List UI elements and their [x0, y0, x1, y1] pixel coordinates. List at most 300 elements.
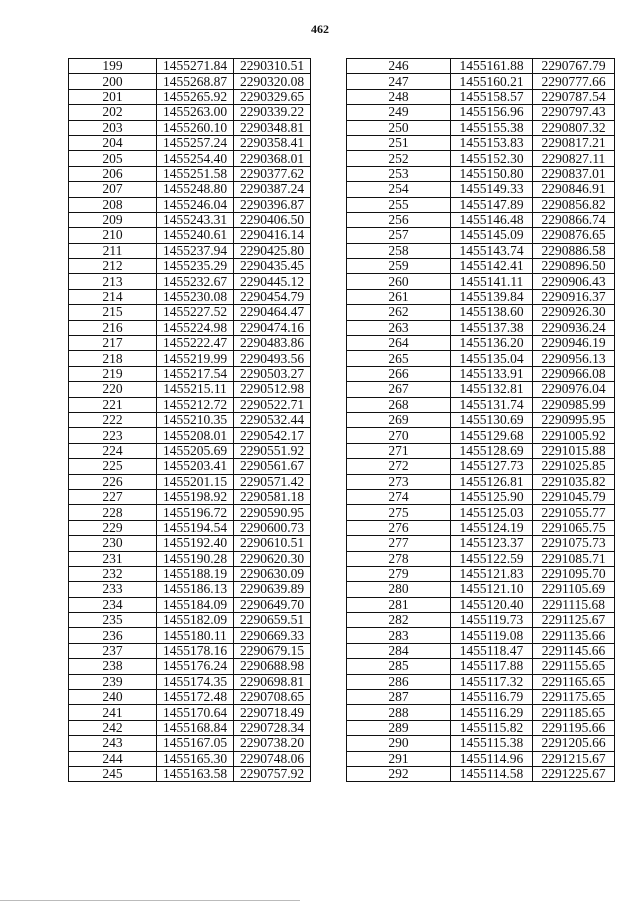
point-number-cell: 271 [347, 443, 451, 458]
point-number-cell: 248 [347, 89, 451, 104]
y-coordinate-cell: 2290817.21 [533, 135, 615, 150]
x-coordinate-cell: 1455222.47 [157, 336, 234, 351]
point-number-cell: 222 [69, 412, 157, 427]
table-row [347, 105, 615, 120]
y-coordinate-cell: 2291125.67 [533, 613, 615, 628]
table-row [69, 566, 311, 581]
x-coordinate-cell: 1455119.73 [451, 613, 533, 628]
point-number-cell: 257 [347, 228, 451, 243]
y-coordinate-cell: 2290542.17 [234, 428, 311, 443]
table-row [69, 120, 311, 135]
table-row [69, 720, 311, 735]
point-number-cell: 286 [347, 674, 451, 689]
point-number-cell: 279 [347, 566, 451, 581]
table-row [69, 643, 311, 658]
point-number-cell: 226 [69, 474, 157, 489]
table-row [69, 443, 311, 458]
table-row [347, 351, 615, 366]
point-number-cell: 291 [347, 751, 451, 766]
table-row [69, 536, 311, 551]
point-number-cell: 275 [347, 505, 451, 520]
point-number-cell: 240 [69, 690, 157, 705]
table-row [347, 305, 615, 320]
x-coordinate-cell: 1455190.28 [157, 551, 234, 566]
table-row [69, 674, 311, 689]
x-coordinate-cell: 1455176.24 [157, 659, 234, 674]
y-coordinate-cell: 2290757.92 [234, 766, 311, 781]
x-coordinate-cell: 1455153.83 [451, 135, 533, 150]
point-number-cell: 211 [69, 243, 157, 258]
point-number-cell: 278 [347, 551, 451, 566]
x-coordinate-cell: 1455251.58 [157, 166, 234, 181]
y-coordinate-cell: 2290916.37 [533, 289, 615, 304]
y-coordinate-cell: 2291055.77 [533, 505, 615, 520]
x-coordinate-cell: 1455126.81 [451, 474, 533, 489]
x-coordinate-cell: 1455163.58 [157, 766, 234, 781]
table-row [69, 89, 311, 104]
y-coordinate-cell: 2290966.08 [533, 366, 615, 381]
x-coordinate-cell: 1455121.83 [451, 566, 533, 581]
point-number-cell: 281 [347, 597, 451, 612]
point-number-cell: 252 [347, 151, 451, 166]
x-coordinate-cell: 1455260.10 [157, 120, 234, 135]
y-coordinate-cell: 2290310.51 [234, 59, 311, 74]
y-coordinate-cell: 2290320.08 [234, 74, 311, 89]
table-row [69, 274, 311, 289]
table-row [69, 151, 311, 166]
table-row [69, 520, 311, 535]
y-coordinate-cell: 2291225.67 [533, 766, 615, 781]
y-coordinate-cell: 2290532.44 [234, 412, 311, 427]
y-coordinate-cell: 2290620.30 [234, 551, 311, 566]
point-number-cell: 262 [347, 305, 451, 320]
y-coordinate-cell: 2290551.92 [234, 443, 311, 458]
table-row [69, 489, 311, 504]
table-row [69, 74, 311, 89]
table-row [69, 690, 311, 705]
y-coordinate-cell: 2290571.42 [234, 474, 311, 489]
x-coordinate-cell: 1455201.15 [157, 474, 234, 489]
point-number-cell: 238 [69, 659, 157, 674]
table-row [69, 474, 311, 489]
table-row [347, 674, 615, 689]
table-row [347, 459, 615, 474]
table-row [347, 643, 615, 658]
y-coordinate-cell: 2290639.89 [234, 582, 311, 597]
x-coordinate-cell: 1455158.57 [451, 89, 533, 104]
point-number-cell: 205 [69, 151, 157, 166]
y-coordinate-cell: 2290936.24 [533, 320, 615, 335]
point-number-cell: 289 [347, 720, 451, 735]
x-coordinate-cell: 1455178.16 [157, 643, 234, 658]
point-number-cell: 213 [69, 274, 157, 289]
x-coordinate-cell: 1455123.37 [451, 536, 533, 551]
table-row [347, 135, 615, 150]
x-coordinate-cell: 1455180.11 [157, 628, 234, 643]
point-number-cell: 254 [347, 182, 451, 197]
point-number-cell: 219 [69, 366, 157, 381]
point-number-cell: 223 [69, 428, 157, 443]
point-number-cell: 218 [69, 351, 157, 366]
x-coordinate-cell: 1455246.04 [157, 197, 234, 212]
x-coordinate-cell: 1455115.82 [451, 720, 533, 735]
y-coordinate-cell: 2291085.71 [533, 551, 615, 566]
table-row [69, 228, 311, 243]
point-number-cell: 260 [347, 274, 451, 289]
point-number-cell: 273 [347, 474, 451, 489]
footer-rule [0, 900, 300, 901]
table-row [69, 336, 311, 351]
x-coordinate-cell: 1455174.35 [157, 674, 234, 689]
x-coordinate-cell: 1455145.09 [451, 228, 533, 243]
table-row [347, 274, 615, 289]
table-row [347, 766, 615, 781]
y-coordinate-cell: 2290985.99 [533, 397, 615, 412]
y-coordinate-cell: 2290976.04 [533, 382, 615, 397]
point-number-cell: 256 [347, 212, 451, 227]
y-coordinate-cell: 2291135.66 [533, 628, 615, 643]
point-number-cell: 244 [69, 751, 157, 766]
x-coordinate-cell: 1455232.67 [157, 274, 234, 289]
point-number-cell: 208 [69, 197, 157, 212]
x-coordinate-cell: 1455139.84 [451, 289, 533, 304]
x-coordinate-cell: 1455230.08 [157, 289, 234, 304]
x-coordinate-cell: 1455122.59 [451, 551, 533, 566]
x-coordinate-cell: 1455149.33 [451, 182, 533, 197]
x-coordinate-cell: 1455155.38 [451, 120, 533, 135]
point-number-cell: 270 [347, 428, 451, 443]
y-coordinate-cell: 2291025.85 [533, 459, 615, 474]
table-row [347, 566, 615, 581]
y-coordinate-cell: 2290837.01 [533, 166, 615, 181]
table-row [347, 259, 615, 274]
point-number-cell: 235 [69, 613, 157, 628]
x-coordinate-cell: 1455146.48 [451, 212, 533, 227]
y-coordinate-cell: 2290846.91 [533, 182, 615, 197]
y-coordinate-cell: 2290956.13 [533, 351, 615, 366]
x-coordinate-cell: 1455198.92 [157, 489, 234, 504]
point-number-cell: 287 [347, 690, 451, 705]
x-coordinate-cell: 1455161.88 [451, 59, 533, 74]
point-number-cell: 212 [69, 259, 157, 274]
point-number-cell: 206 [69, 166, 157, 181]
point-number-cell: 250 [347, 120, 451, 135]
x-coordinate-cell: 1455208.01 [157, 428, 234, 443]
x-coordinate-cell: 1455172.48 [157, 690, 234, 705]
y-coordinate-cell: 2290610.51 [234, 536, 311, 551]
x-coordinate-cell: 1455125.90 [451, 489, 533, 504]
point-number-cell: 290 [347, 736, 451, 751]
y-coordinate-cell: 2290995.95 [533, 412, 615, 427]
table-row [69, 705, 311, 720]
point-number-cell: 217 [69, 336, 157, 351]
y-coordinate-cell: 2291155.65 [533, 659, 615, 674]
y-coordinate-cell: 2291065.75 [533, 520, 615, 535]
table-row [69, 766, 311, 781]
point-number-cell: 232 [69, 566, 157, 581]
y-coordinate-cell: 2290503.27 [234, 366, 311, 381]
y-coordinate-cell: 2290748.06 [234, 751, 311, 766]
table-row [69, 659, 311, 674]
coordinates-table-left [68, 58, 311, 782]
y-coordinate-cell: 2290866.74 [533, 212, 615, 227]
y-coordinate-cell: 2290777.66 [533, 74, 615, 89]
x-coordinate-cell: 1455124.19 [451, 520, 533, 535]
point-number-cell: 272 [347, 459, 451, 474]
x-coordinate-cell: 1455129.68 [451, 428, 533, 443]
point-number-cell: 274 [347, 489, 451, 504]
point-number-cell: 214 [69, 289, 157, 304]
y-coordinate-cell: 2290512.98 [234, 382, 311, 397]
y-coordinate-cell: 2290876.65 [533, 228, 615, 243]
x-coordinate-cell: 1455116.29 [451, 705, 533, 720]
x-coordinate-cell: 1455138.60 [451, 305, 533, 320]
table-row [347, 582, 615, 597]
y-coordinate-cell: 2290679.15 [234, 643, 311, 658]
y-coordinate-cell: 2290728.34 [234, 720, 311, 735]
point-number-cell: 239 [69, 674, 157, 689]
point-number-cell: 269 [347, 412, 451, 427]
x-coordinate-cell: 1455194.54 [157, 520, 234, 535]
point-number-cell: 276 [347, 520, 451, 535]
point-number-cell: 251 [347, 135, 451, 150]
y-coordinate-cell: 2291205.66 [533, 736, 615, 751]
y-coordinate-cell: 2291005.92 [533, 428, 615, 443]
y-coordinate-cell: 2290926.30 [533, 305, 615, 320]
x-coordinate-cell: 1455114.96 [451, 751, 533, 766]
y-coordinate-cell: 2290493.56 [234, 351, 311, 366]
point-number-cell: 202 [69, 105, 157, 120]
y-coordinate-cell: 2290896.50 [533, 259, 615, 274]
point-number-cell: 277 [347, 536, 451, 551]
y-coordinate-cell: 2291115.68 [533, 597, 615, 612]
y-coordinate-cell: 2290906.43 [533, 274, 615, 289]
x-coordinate-cell: 1455127.73 [451, 459, 533, 474]
x-coordinate-cell: 1455132.81 [451, 382, 533, 397]
y-coordinate-cell: 2290329.65 [234, 89, 311, 104]
point-number-cell: 258 [347, 243, 451, 258]
point-number-cell: 265 [347, 351, 451, 366]
x-coordinate-cell: 1455156.96 [451, 105, 533, 120]
x-coordinate-cell: 1455184.09 [157, 597, 234, 612]
table-row [69, 366, 311, 381]
x-coordinate-cell: 1455263.00 [157, 105, 234, 120]
y-coordinate-cell: 2291015.88 [533, 443, 615, 458]
table-row [347, 151, 615, 166]
table-row [347, 597, 615, 612]
x-coordinate-cell: 1455186.13 [157, 582, 234, 597]
point-number-cell: 243 [69, 736, 157, 751]
x-coordinate-cell: 1455265.92 [157, 89, 234, 104]
x-coordinate-cell: 1455142.41 [451, 259, 533, 274]
x-coordinate-cell: 1455227.52 [157, 305, 234, 320]
y-coordinate-cell: 2290590.95 [234, 505, 311, 520]
table-row [347, 212, 615, 227]
x-coordinate-cell: 1455115.38 [451, 736, 533, 751]
table-row [347, 505, 615, 520]
table-row [347, 690, 615, 705]
table-row [347, 397, 615, 412]
point-number-cell: 237 [69, 643, 157, 658]
x-coordinate-cell: 1455125.03 [451, 505, 533, 520]
point-number-cell: 201 [69, 89, 157, 104]
x-coordinate-cell: 1455205.69 [157, 443, 234, 458]
y-coordinate-cell: 2291165.65 [533, 674, 615, 689]
table-row [347, 551, 615, 566]
x-coordinate-cell: 1455121.10 [451, 582, 533, 597]
coordinates-table-right [346, 58, 615, 782]
point-number-cell: 266 [347, 366, 451, 381]
x-coordinate-cell: 1455147.89 [451, 197, 533, 212]
x-coordinate-cell: 1455168.84 [157, 720, 234, 735]
point-number-cell: 230 [69, 536, 157, 551]
x-coordinate-cell: 1455235.29 [157, 259, 234, 274]
table-row [347, 736, 615, 751]
table-row [69, 135, 311, 150]
x-coordinate-cell: 1455114.58 [451, 766, 533, 781]
y-coordinate-cell: 2290425.80 [234, 243, 311, 258]
point-number-cell: 207 [69, 182, 157, 197]
y-coordinate-cell: 2290377.62 [234, 166, 311, 181]
y-coordinate-cell: 2290368.01 [234, 151, 311, 166]
page-number: 462 [311, 22, 329, 36]
table-row [347, 182, 615, 197]
point-number-cell: 227 [69, 489, 157, 504]
x-coordinate-cell: 1455219.99 [157, 351, 234, 366]
point-number-cell: 220 [69, 382, 157, 397]
x-coordinate-cell: 1455192.40 [157, 536, 234, 551]
y-coordinate-cell: 2290718.49 [234, 705, 311, 720]
point-number-cell: 282 [347, 613, 451, 628]
point-number-cell: 225 [69, 459, 157, 474]
table-row [347, 289, 615, 304]
point-number-cell: 236 [69, 628, 157, 643]
y-coordinate-cell: 2290659.51 [234, 613, 311, 628]
x-coordinate-cell: 1455182.09 [157, 613, 234, 628]
table-row [69, 289, 311, 304]
y-coordinate-cell: 2290435.45 [234, 259, 311, 274]
x-coordinate-cell: 1455212.72 [157, 397, 234, 412]
table-row [69, 597, 311, 612]
x-coordinate-cell: 1455248.80 [157, 182, 234, 197]
x-coordinate-cell: 1455167.05 [157, 736, 234, 751]
y-coordinate-cell: 2290445.12 [234, 274, 311, 289]
point-number-cell: 241 [69, 705, 157, 720]
x-coordinate-cell: 1455240.61 [157, 228, 234, 243]
y-coordinate-cell: 2291145.66 [533, 643, 615, 658]
y-coordinate-cell: 2290396.87 [234, 197, 311, 212]
y-coordinate-cell: 2290358.41 [234, 135, 311, 150]
table-row [69, 59, 311, 74]
point-number-cell: 264 [347, 336, 451, 351]
y-coordinate-cell: 2291175.65 [533, 690, 615, 705]
y-coordinate-cell: 2290738.20 [234, 736, 311, 751]
x-coordinate-cell: 1455217.54 [157, 366, 234, 381]
table-row [69, 166, 311, 181]
y-coordinate-cell: 2290581.18 [234, 489, 311, 504]
point-number-cell: 288 [347, 705, 451, 720]
point-number-cell: 224 [69, 443, 157, 458]
y-coordinate-cell: 2291035.82 [533, 474, 615, 489]
table-row [69, 320, 311, 335]
point-number-cell: 199 [69, 59, 157, 74]
x-coordinate-cell: 1455210.35 [157, 412, 234, 427]
point-number-cell: 228 [69, 505, 157, 520]
table-row [69, 351, 311, 366]
x-coordinate-cell: 1455268.87 [157, 74, 234, 89]
point-number-cell: 259 [347, 259, 451, 274]
table-row [69, 197, 311, 212]
table-row [69, 243, 311, 258]
y-coordinate-cell: 2291215.67 [533, 751, 615, 766]
table-row [347, 520, 615, 535]
table-row [69, 397, 311, 412]
point-number-cell: 216 [69, 320, 157, 335]
x-coordinate-cell: 1455133.91 [451, 366, 533, 381]
point-number-cell: 233 [69, 582, 157, 597]
x-coordinate-cell: 1455257.24 [157, 135, 234, 150]
x-coordinate-cell: 1455131.74 [451, 397, 533, 412]
y-coordinate-cell: 2290416.14 [234, 228, 311, 243]
table-row [69, 305, 311, 320]
y-coordinate-cell: 2290886.58 [533, 243, 615, 258]
point-number-cell: 234 [69, 597, 157, 612]
x-coordinate-cell: 1455203.41 [157, 459, 234, 474]
y-coordinate-cell: 2290797.43 [533, 105, 615, 120]
point-number-cell: 268 [347, 397, 451, 412]
y-coordinate-cell: 2290946.19 [533, 336, 615, 351]
x-coordinate-cell: 1455224.98 [157, 320, 234, 335]
x-coordinate-cell: 1455152.30 [451, 151, 533, 166]
table-row [69, 582, 311, 597]
point-number-cell: 263 [347, 320, 451, 335]
point-number-cell: 209 [69, 212, 157, 227]
y-coordinate-cell: 2290630.09 [234, 566, 311, 581]
y-coordinate-cell: 2290708.65 [234, 690, 311, 705]
point-number-cell: 242 [69, 720, 157, 735]
x-coordinate-cell: 1455160.21 [451, 74, 533, 89]
x-coordinate-cell: 1455188.19 [157, 566, 234, 581]
table-row [69, 736, 311, 751]
y-coordinate-cell: 2290698.81 [234, 674, 311, 689]
point-number-cell: 253 [347, 166, 451, 181]
table-row [69, 105, 311, 120]
y-coordinate-cell: 2290483.86 [234, 336, 311, 351]
y-coordinate-cell: 2290827.11 [533, 151, 615, 166]
table-row [347, 320, 615, 335]
table-row [347, 197, 615, 212]
y-coordinate-cell: 2291185.65 [533, 705, 615, 720]
y-coordinate-cell: 2290522.71 [234, 397, 311, 412]
table-row [347, 336, 615, 351]
table-row [347, 166, 615, 181]
y-coordinate-cell: 2291105.69 [533, 582, 615, 597]
table-row [347, 243, 615, 258]
y-coordinate-cell: 2290767.79 [533, 59, 615, 74]
x-coordinate-cell: 1455237.94 [157, 243, 234, 258]
table-row [347, 659, 615, 674]
y-coordinate-cell: 2290339.22 [234, 105, 311, 120]
y-coordinate-cell: 2290474.16 [234, 320, 311, 335]
table-row [347, 628, 615, 643]
point-number-cell: 215 [69, 305, 157, 320]
x-coordinate-cell: 1455116.79 [451, 690, 533, 705]
point-number-cell: 292 [347, 766, 451, 781]
y-coordinate-cell: 2290600.73 [234, 520, 311, 535]
y-coordinate-cell: 2290348.81 [234, 120, 311, 135]
y-coordinate-cell: 2291195.66 [533, 720, 615, 735]
y-coordinate-cell: 2290856.82 [533, 197, 615, 212]
